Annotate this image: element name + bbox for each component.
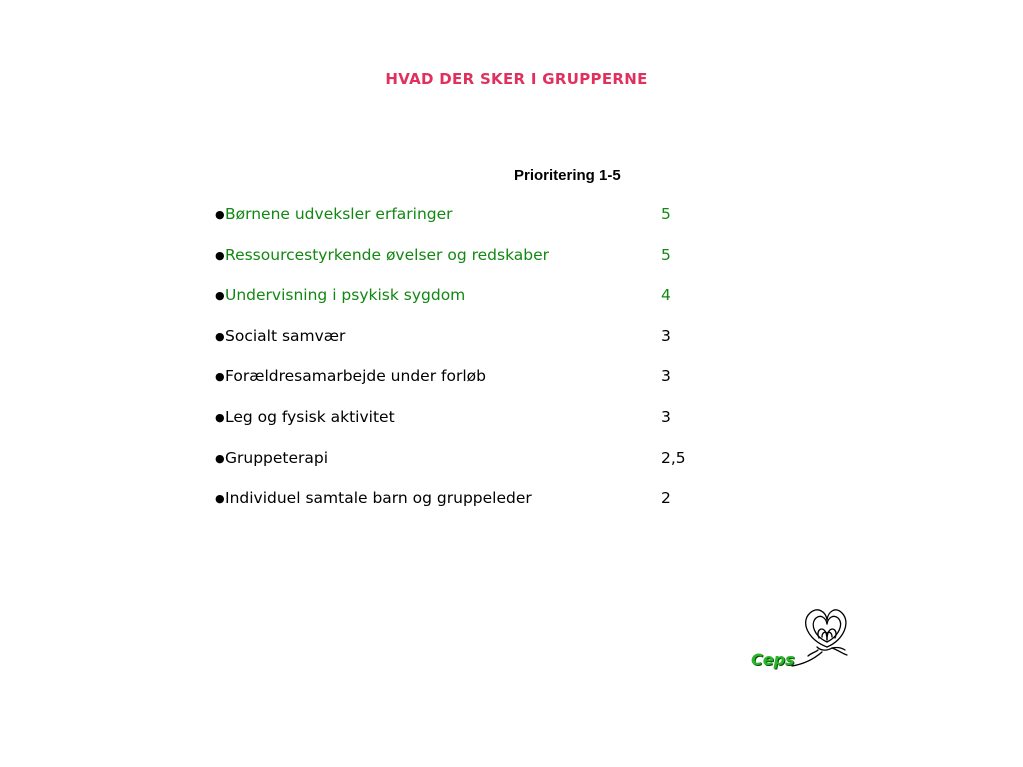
item-label: Leg og fysisk aktivitet — [225, 407, 395, 426]
item-score: 3 — [661, 367, 671, 386]
priority-list — [215, 203, 715, 528]
bullet-icon: ● — [215, 451, 225, 465]
slide-title: HVAD DER SKER I GRUPPERNE — [385, 70, 648, 88]
item-score: 5 — [661, 205, 671, 223]
item-score: 3 — [661, 407, 671, 426]
bullet-icon: ● — [215, 248, 225, 262]
item-score: 2,5 — [661, 448, 686, 467]
list-item — [215, 487, 715, 528]
list-item — [215, 325, 715, 366]
bullet-icon: ● — [215, 492, 225, 506]
item-label: Socialt samvær — [225, 326, 346, 345]
list-item — [215, 365, 715, 406]
list-item — [215, 284, 715, 325]
list-item — [215, 244, 715, 285]
item-score: 4 — [661, 286, 671, 305]
item-label: Forældresamarbejde under forløb — [225, 367, 486, 386]
list-item — [215, 203, 715, 244]
list-item — [215, 406, 715, 447]
bullet-icon: ● — [215, 329, 225, 343]
item-score: 5 — [661, 245, 671, 264]
item-label: Ressourcestyrkende øvelser og redskaber — [225, 245, 550, 264]
item-label: Individuel samtale barn og gruppeleder — [225, 489, 532, 508]
bullet-icon: ● — [215, 410, 225, 424]
ceps-logo — [748, 604, 852, 678]
bullet-icon: ● — [215, 208, 225, 221]
logo-text: Ceps — [751, 650, 795, 669]
item-label: Gruppeterapi — [225, 448, 329, 467]
bullet-icon: ● — [215, 370, 225, 384]
list-item — [215, 447, 715, 488]
item-score: 2 — [661, 489, 671, 508]
bullet-icon: ● — [215, 289, 225, 303]
priority-column-header: Prioritering 1-5 — [514, 167, 621, 184]
item-label: Børnene udveksler erfaringer — [225, 205, 453, 223]
item-label: Undervisning i psykisk sygdom — [225, 286, 466, 305]
item-score: 3 — [661, 326, 671, 345]
